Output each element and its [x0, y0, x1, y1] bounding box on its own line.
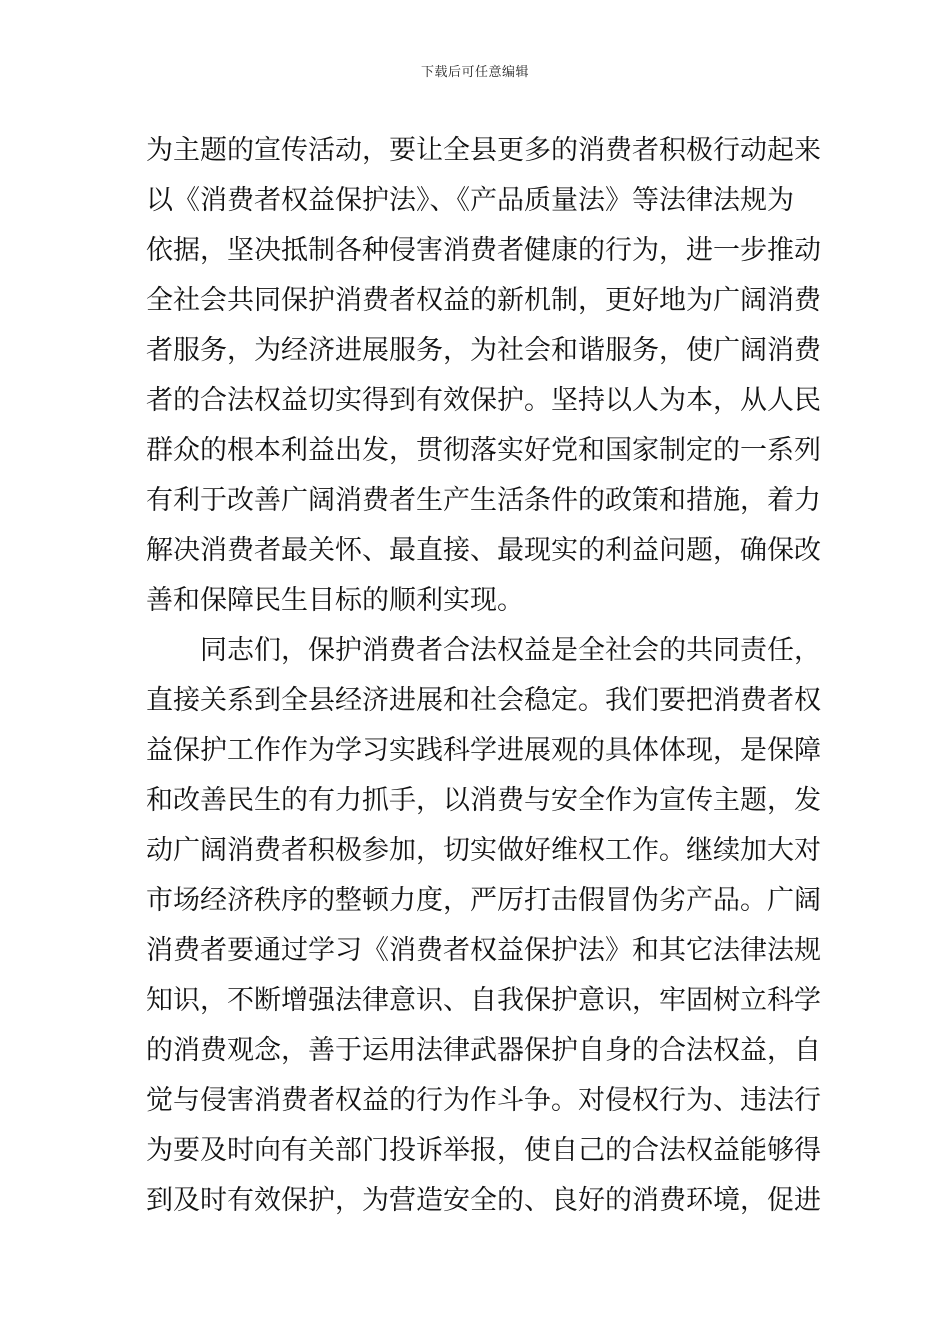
text-line: 者的合法权益切实得到有效保护。坚持以人为本，从人民 [146, 385, 821, 416]
text-line: 直接关系到全县经济进展和社会稳定。我们要把消费者权 [146, 685, 821, 716]
text-line: 群众的根本利益出发，贯彻落实好党和国家制定的一系列 [146, 435, 821, 466]
text-line: 知识，不断增强法律意识、自我保护意识，牢固树立科学 [146, 985, 821, 1016]
text-line: 依据，坚决抵制各种侵害消费者健康的行为，进一步推动 [146, 235, 821, 266]
text-line: 觉与侵害消费者权益的行为作斗争。对侵权行为、违法行 [146, 1085, 821, 1116]
text-line: 益保护工作作为学习实践科学进展观的具体体现，是保障 [146, 735, 821, 766]
text-line: 以《消费者权益保护法》、《产品质量法》等法律法规为 [146, 185, 794, 216]
text-line: 市场经济秩序的整顿力度，严厉打击假冒伪劣产品。广阔 [146, 885, 821, 916]
text-line: 全社会共同保护消费者权益的新机制，更好地为广阔消费 [146, 285, 821, 316]
text-line: 者服务，为经济进展服务，为社会和谐服务，使广阔消费 [146, 335, 821, 366]
text-line: 善和保障民生目标的顺利实现。 [146, 585, 524, 616]
body-text [146, 126, 821, 1226]
text-line: 消费者要通过学习《消费者权益保护法》和其它法律法规 [146, 935, 821, 966]
text-line: 到及时有效保护，为营造安全的、良好的消费环境，促进 [146, 1185, 821, 1216]
text-line: 为主题的宣传活动，要让全县更多的消费者积极行动起来 [146, 135, 821, 166]
text-line: 解决消费者最关怀、最直接、最现实的利益问题，确保改 [146, 535, 821, 566]
text-line: 的消费观念，善于运用法律武器保护自身的合法权益，自 [146, 1035, 821, 1066]
text-line: 为要及时向有关部门投诉举报，使自己的合法权益能够得 [146, 1135, 821, 1166]
text-line: 同志们，保护消费者合法权益是全社会的共同责任， [146, 635, 821, 666]
text-line: 动广阔消费者积极参加，切实做好维权工作。继续加大对 [146, 835, 821, 866]
text-line: 和改善民生的有力抓手，以消费与安全作为宣传主题，发 [146, 785, 821, 816]
page-header: 下载后可任意编辑 [420, 65, 529, 80]
text-line: 有利于改善广阔消费者生产生活条件的政策和措施，着力 [146, 485, 821, 516]
